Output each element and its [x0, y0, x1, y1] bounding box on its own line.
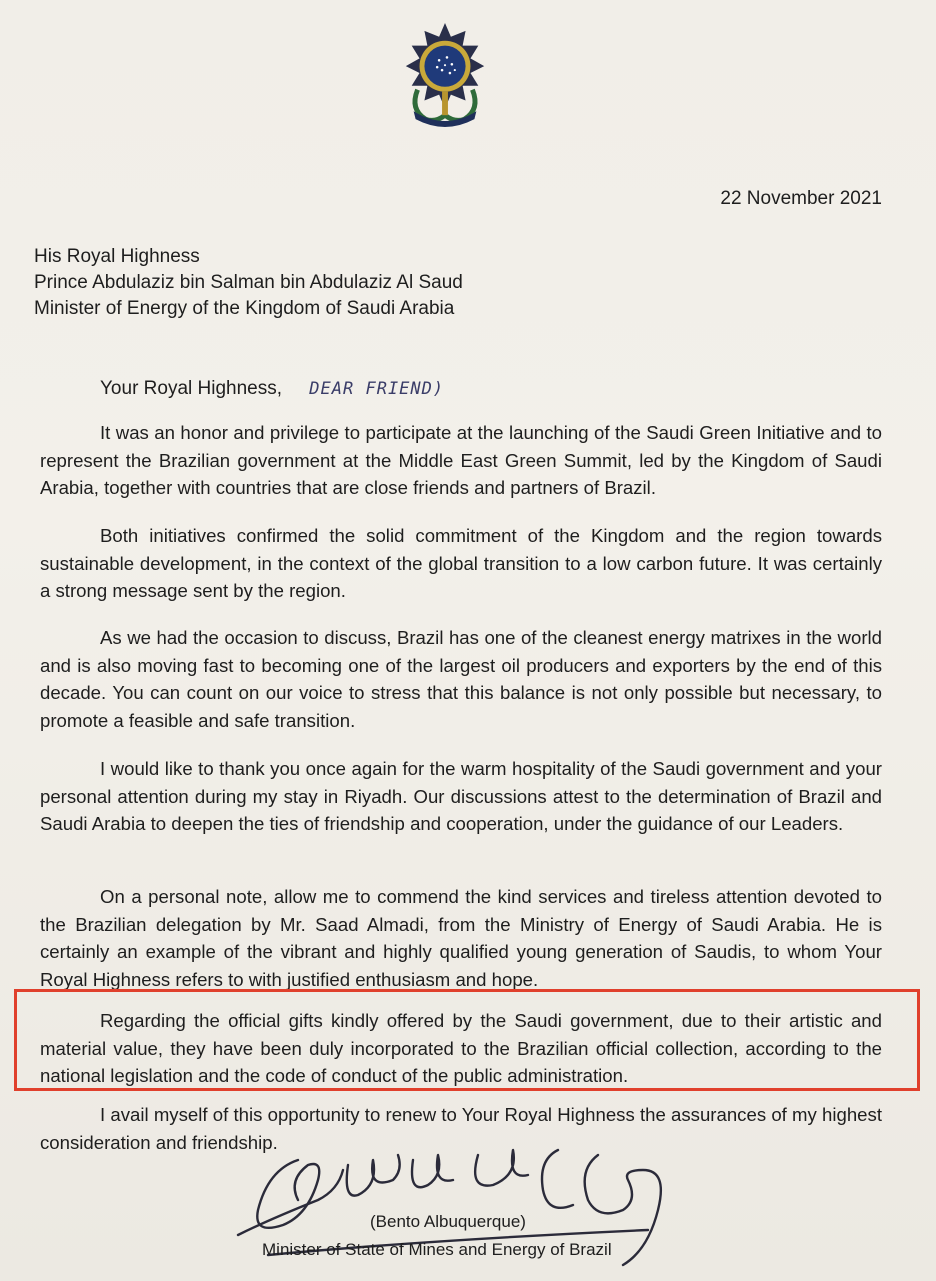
handwritten-note: DEAR FRIEND) — [309, 379, 445, 399]
paragraph-2: Both initiatives confirmed the solid commitment of the Kingdom and the region towards sustainable development, in the context of the global transition to a low carbon future. It was certainly a strong message sent by the region. — [40, 525, 882, 601]
paragraph-6-highlighted: Regarding the official gifts kindly offered by the Saudi government, due to their artistic and material value, they have been duly incorporated to the Brazilian official collection, according to the national legislation and the code of conduct of the public administration. — [40, 1010, 882, 1086]
paragraph-4: I would like to thank you once again for the warm hospitality of the Saudi government and your personal attention during my stay in Riyadh. Our discussions attest to the determination of Brazil and Saudi Arabia to deepen the ties of friendship and cooperation, under the guidance of our Leaders. — [40, 758, 882, 834]
recipient-line-3: Minister of Energy of the Kingdom of Saudi Arabia — [34, 298, 455, 319]
recipient-address — [34, 244, 463, 322]
letter-date: 22 November 2021 — [720, 188, 882, 209]
salutation-text: Your Royal Highness, — [100, 378, 283, 399]
coat-of-arms-seal — [396, 20, 494, 130]
paragraph-5: On a personal note, allow me to commend the kind services and tireless attention devoted to the Brazilian delegation by Mr. Saad Almadi, from the Ministry of Energy of Saudi Arabia. He is certainly an example of the vibrant and highly qualified young generation of Saudis, to whom Your Royal Highness refers to with justified enthusiasm and hope. — [40, 886, 882, 990]
signatory-title: Minister of State of Mines and Energy of Brazil — [262, 1240, 612, 1259]
paragraph-1: It was an honor and privilege to participate at the launching of the Saudi Green Initiative and to represent the Brazilian government at the Middle East Green Summit, led by the Kingdom of Saudi Arabia, together with countries that are close friends and partners of Brazil. — [40, 422, 882, 498]
recipient-line-1: His Royal Highness — [34, 246, 200, 267]
paragraph-7: I avail myself of this opportunity to renew to Your Royal Highness the assurances of my highest consideration and friendship. — [40, 1104, 882, 1153]
salutation — [100, 378, 444, 400]
paragraph-3: As we had the occasion to discuss, Brazil has one of the cleanest energy matrixes in the world and is also moving fast to becoming one of the largest oil producers and exporters by the end of this decade. You can count on our voice to stress that this balance is not only possible but necessary, to promote a feasible and safe transition. — [40, 627, 882, 731]
recipient-line-2: Prince Abdulaziz bin Salman bin Abdulaziz Al Saud — [34, 272, 463, 293]
signatory-name: (Bento Albuquerque) — [370, 1212, 526, 1231]
